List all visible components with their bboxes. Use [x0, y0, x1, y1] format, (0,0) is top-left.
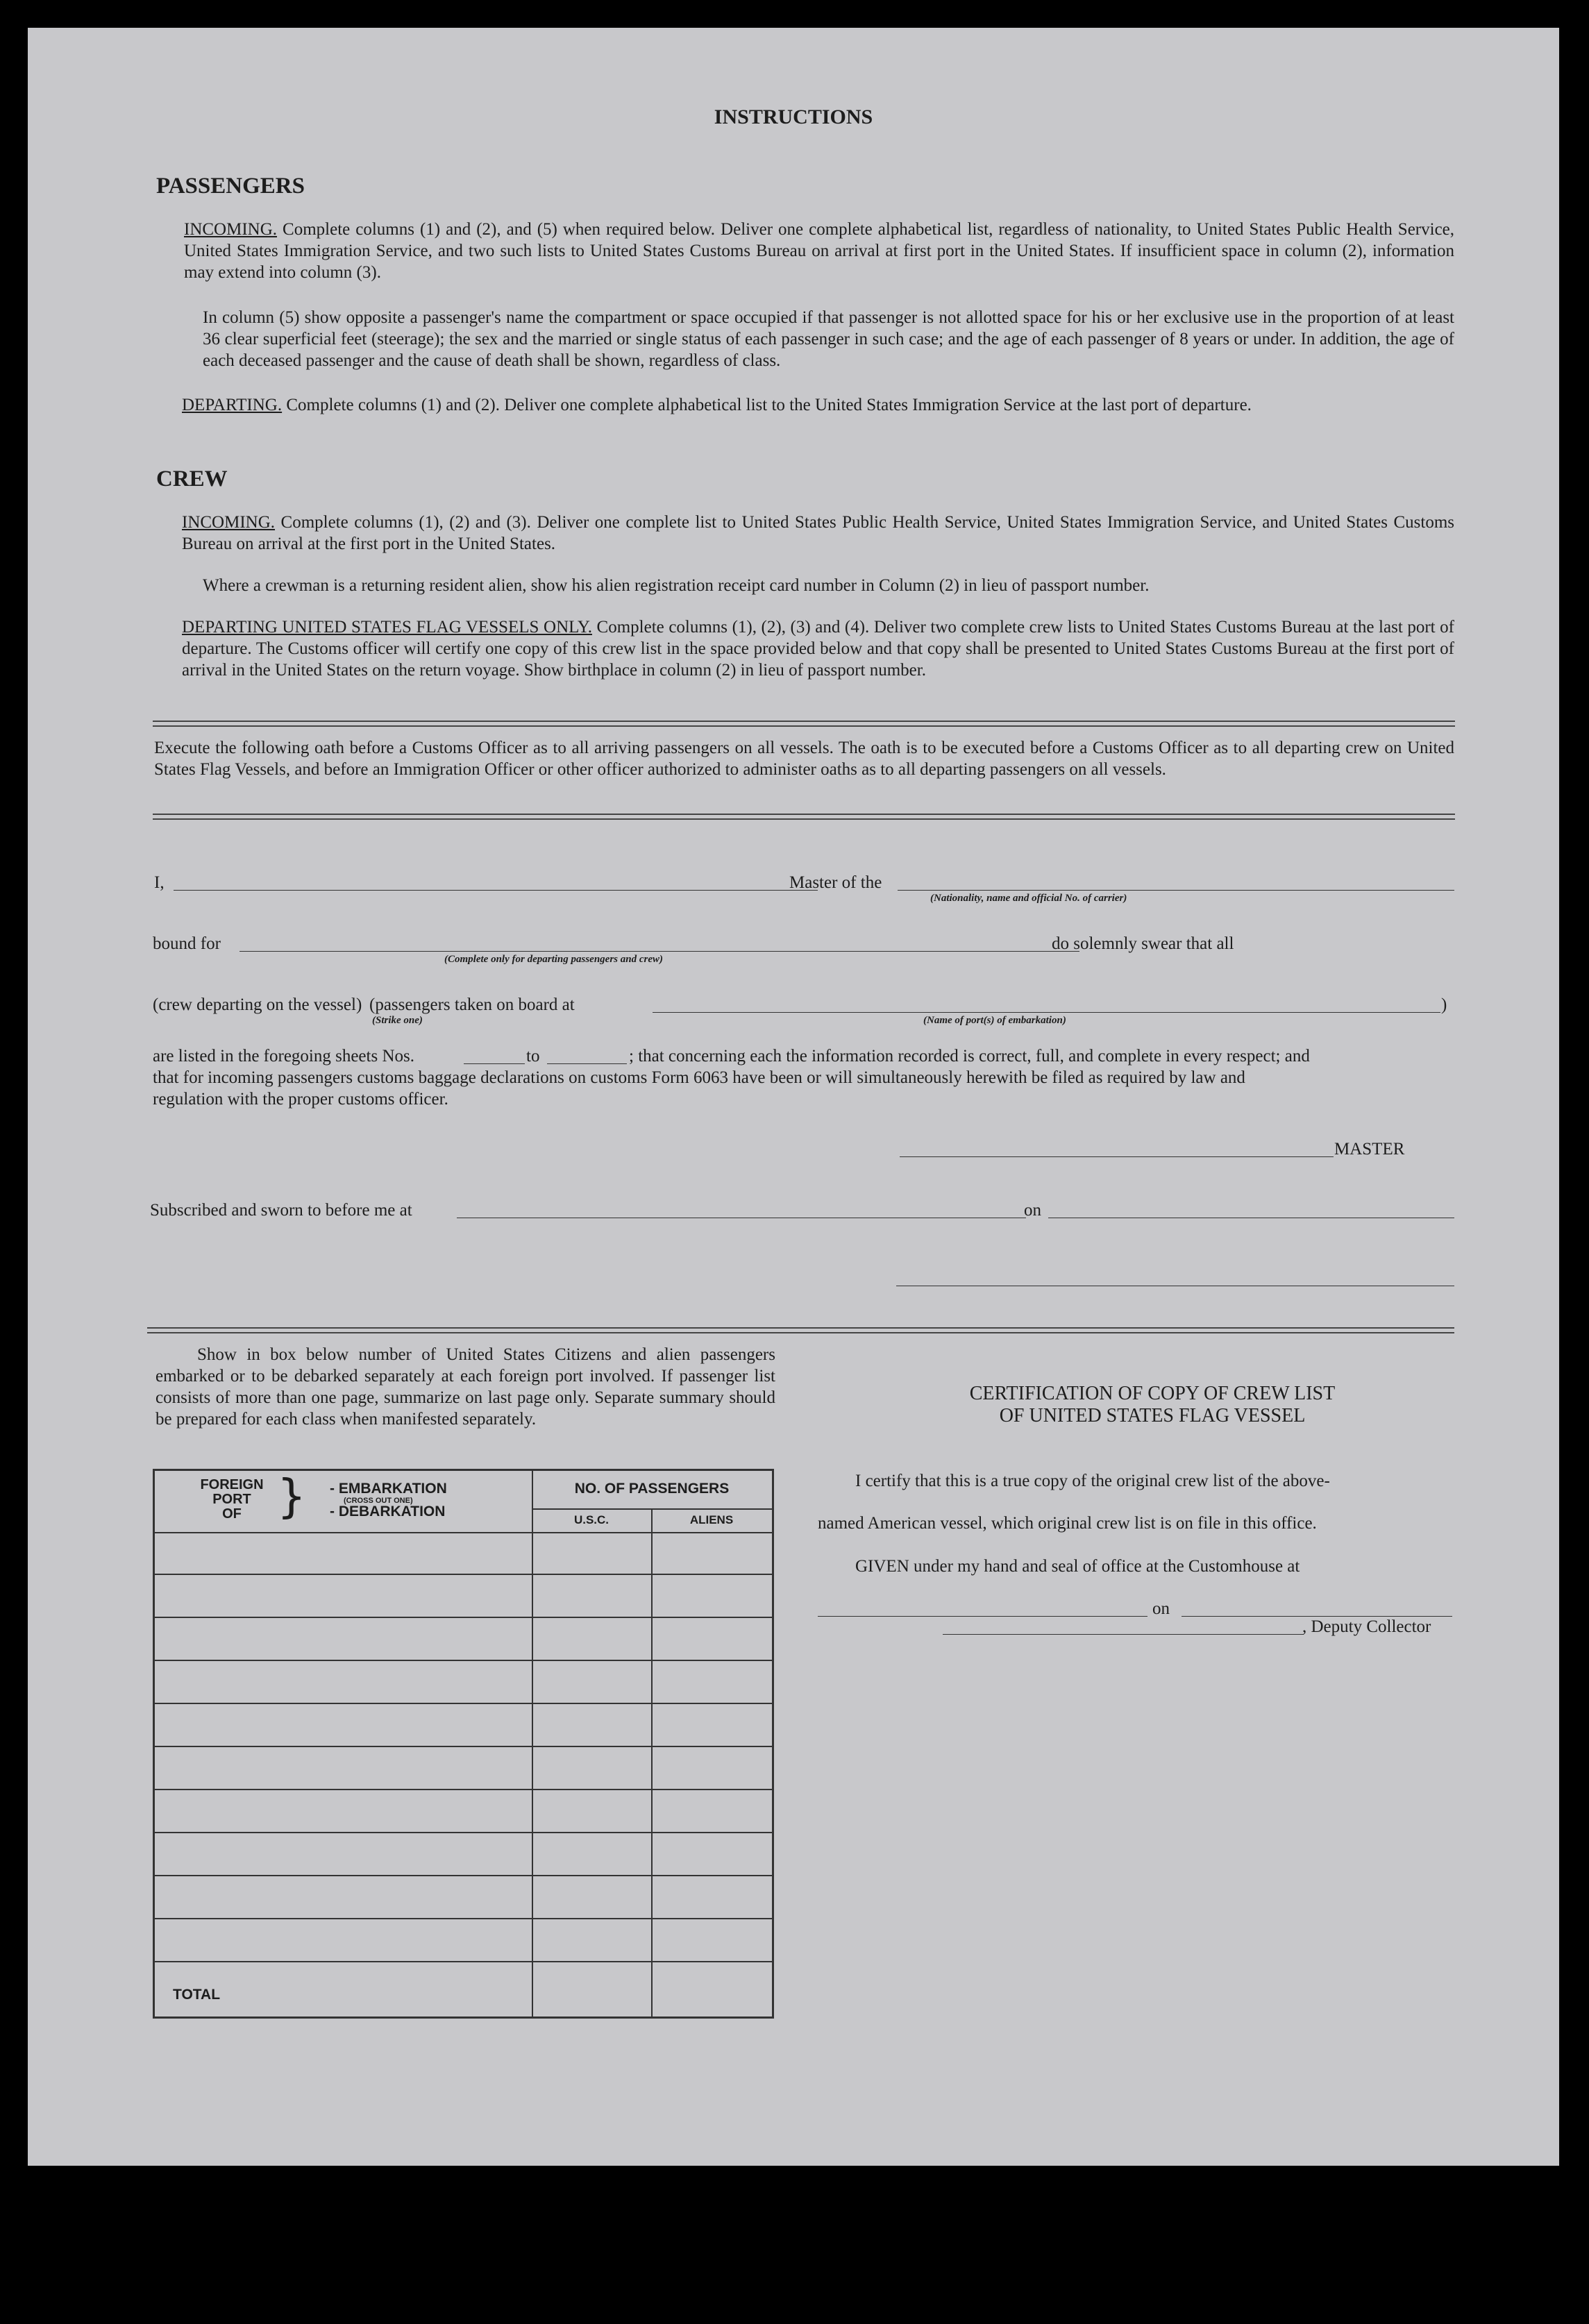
port-note: (Name of port(s) of embarkation) [923, 1015, 1066, 1026]
divider-double [153, 814, 1455, 820]
passengers-column5-paragraph: In column (5) show opposite a passenger's name the compartment or space occupied if that passenger is not allotted space for his or her exclusive use in the proportion of at least 36 clear superficial feet (steerage); the sex and the married or single status of each passenger in such case; and the age of each passenger of 8 years or under. In addition, the age of each deceased passenger and the cause of death shall be shown, regardless of class. [203, 308, 1454, 370]
table-row[interactable] [155, 1617, 772, 1618]
foreign-port-of-label: FOREIGN PORT OF [200, 1477, 264, 1522]
table-row[interactable] [155, 1918, 772, 1919]
certify-line2: named American vessel, which original crew list is on file in this office. [818, 1514, 1317, 1533]
total-label: TOTAL [173, 1987, 221, 2003]
oath-i-label: I, [154, 873, 165, 892]
master-name-field[interactable] [174, 890, 818, 891]
master-signature-field[interactable] [900, 1156, 1334, 1157]
crew-incoming-paragraph [182, 512, 1454, 555]
complete-only-note: (Complete only for departing passengers and crew) [444, 954, 663, 965]
table-row[interactable] [155, 1832, 772, 1833]
passengers-incoming-text: Complete columns (1) and (2), and (5) when required below. Deliver one complete alphabetical list, regardless of nationality, to United States Public Health Service, United States Immigration Service, and two such lists to United States Customs Bureau on arrival at first port in the United States. If insufficient space in column (2), information may extend into column (3). [184, 220, 1455, 282]
passengers-departing-paragraph [182, 394, 1454, 416]
crew-departing-option: (crew departing on the vessel) [153, 995, 362, 1014]
listed-line2: that for incoming passengers customs baggage declarations on customs Form 6063 have been or will simultaneously herewith be filed as required by law and [153, 1068, 1245, 1087]
nationality-note: (Nationality, name and official No. of carrier) [930, 893, 1127, 904]
table-row[interactable] [155, 1660, 772, 1661]
subscribed-label: Subscribed and sworn to before me at [150, 1201, 412, 1220]
crew-incoming-text: Complete columns (1), (2) and (3). Deliver one complete list to United States Public Health Service, United States Immigration Service, and United States Customs Bureau on arrival at the first port in the United States. [182, 513, 1455, 553]
table-row[interactable] [155, 1789, 772, 1790]
passengers-departing-text: Complete columns (1) and (2). Deliver one complete alphabetical list to the United States Immigration Service at the last port of departure. [286, 396, 1252, 414]
crew-resident-paragraph: Where a crewman is a returning resident alien, show his alien registration receipt card number in Column (2) in lieu of passport number. [203, 576, 1150, 595]
embarkation-port-field[interactable] [653, 1012, 1440, 1013]
crew-departing-paragraph [182, 616, 1454, 681]
crew-incoming-label: INCOMING. [182, 513, 276, 532]
brace: } [277, 1470, 306, 1523]
swear-label: do solemnly swear that all [1052, 934, 1234, 953]
summary-instructions: Show in box below number of United States Citizens and alien passengers embarked or to be debarked separately at each foreign port involved. If passenger list consists of more than one page, summarize on last page only. Separate summary should be prepared for each class when manifested separately. [155, 1345, 775, 1429]
oath-intro-paragraph: Execute the following oath before a Customs Officer as to all arriving passengers on all vessels. The oath is to be executed before a Customs Officer as to all departing crew on United States Flag Vessels, and before an Immigration Officer or other officer authorized to administer oaths as to all departing passengers on all vessels. [154, 739, 1454, 779]
listed-rest: ; that concerning each the information recorded is correct, full, and complete in every respect; and [629, 1047, 1310, 1066]
table-row[interactable] [155, 1703, 772, 1704]
deputy-signature-field[interactable] [943, 1634, 1304, 1635]
customhouse-field[interactable] [818, 1616, 1147, 1617]
passengers-incoming-label: INCOMING. [184, 220, 278, 239]
to-label: to [526, 1047, 540, 1066]
passenger-summary-table [153, 1469, 774, 2019]
crew-departing-text: Complete columns (1), (2), (3) and (4). Deliver two complete crew lists to United States Customs Bureau at the last port of departure. The Customs officer will certify one copy of this crew list in the space provided below and that copy shall be presented to United States Customs Bureau at the first port of arrival in the United States on the return voyage. Show birthplace in column (2) in lieu of passport number. [182, 618, 1454, 680]
passengers-heading: PASSENGERS [156, 174, 305, 199]
table-row[interactable] [155, 1961, 772, 1962]
certify-line1: I certify that this is a true copy of the original crew list of the above- [855, 1472, 1330, 1490]
table-row[interactable] [155, 1574, 772, 1575]
passengers-taken-option: (passengers taken on board at [369, 995, 575, 1014]
carrier-field[interactable] [898, 890, 1454, 891]
cert-on-label: on [1152, 1599, 1170, 1618]
certification-title [847, 1383, 1458, 1427]
sheet-to-field[interactable] [547, 1063, 627, 1064]
strike-one-note: (Strike one) [372, 1015, 423, 1026]
master-of-the-label: Master of the [789, 873, 882, 892]
passengers-incoming-paragraph [184, 219, 1454, 283]
divider-double [147, 1327, 1454, 1333]
no-passengers-header: NO. OF PASSENGERS [574, 1481, 730, 1497]
cert-date-field[interactable] [1182, 1616, 1452, 1617]
master-label: MASTER [1334, 1140, 1405, 1159]
cross-out-note: (CROSS OUT ONE) [344, 1497, 413, 1505]
crew-departing-label: DEPARTING UNITED STATES FLAG VESSELS ONLY. [182, 618, 592, 637]
aliens-header: ALIENS [689, 1513, 734, 1526]
given-line: GIVEN under my hand and seal of office at the Customhouse at [855, 1557, 1300, 1576]
table-row[interactable] [155, 1875, 772, 1876]
bound-for-field[interactable] [239, 951, 1079, 952]
sworn-on-label: on [1024, 1201, 1041, 1220]
deputy-collector-label: , Deputy Collector [1302, 1617, 1431, 1636]
divider-double [153, 721, 1455, 727]
listed-line3: regulation with the proper customs officer. [153, 1090, 448, 1109]
close-paren: ) [1441, 995, 1447, 1014]
passengers-departing-label: DEPARTING. [182, 396, 283, 414]
embarkation-label: - EMBARKATION [330, 1481, 447, 1497]
debarkation-label: - DEBARKATION [330, 1504, 446, 1519]
page-title: INSTRUCTIONS [714, 106, 873, 128]
usc-header: U.S.C. [573, 1513, 609, 1526]
bound-for-label: bound for [153, 934, 221, 953]
certification-title-line1: CERTIFICATION OF COPY OF CREW LIST [969, 1383, 1336, 1404]
sheet-from-field[interactable] [464, 1063, 525, 1064]
crew-heading: CREW [156, 466, 228, 491]
form-sheet [28, 28, 1559, 2166]
certification-title-line2: OF UNITED STATES FLAG VESSEL [999, 1405, 1306, 1426]
table-row[interactable] [155, 1746, 772, 1747]
listed-prefix: are listed in the foregoing sheets Nos. [153, 1047, 414, 1066]
